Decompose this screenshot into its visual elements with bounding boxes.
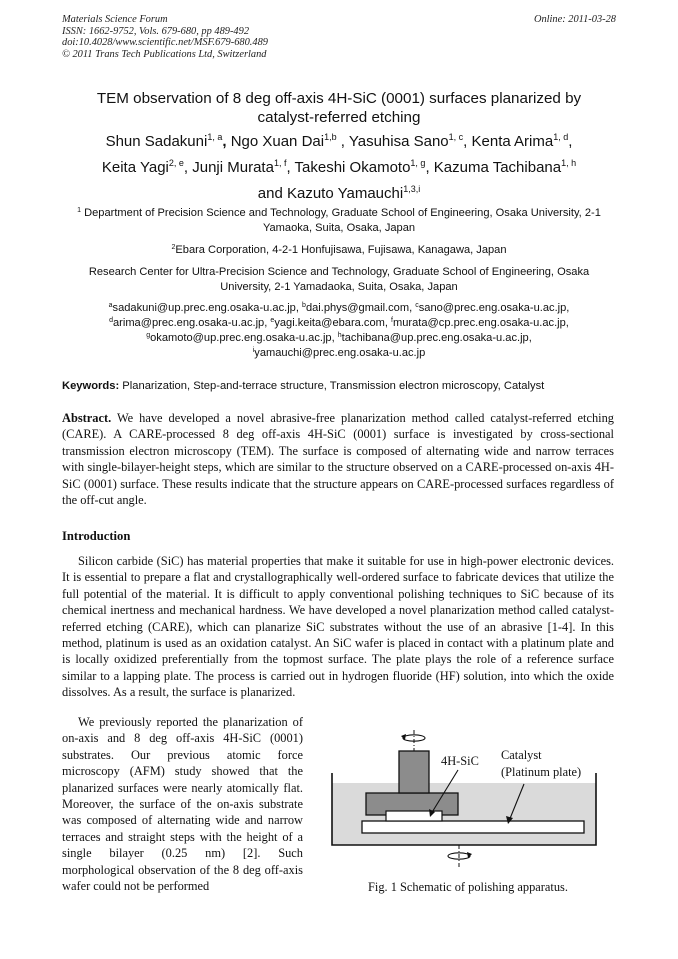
keywords (62, 379, 622, 394)
online-date: Online: 2011-03-28 (533, 14, 616, 25)
journal-issn: ISSN: 1662-9752, Vols. 679-680, pp 489-492 (62, 25, 250, 37)
email-list (66, 301, 612, 361)
journal-doi: doi:10.4028/www.scientific.net/MSF.679-680.489 (62, 37, 268, 49)
keywords-text: Planarization, Step-and-terrace structure, Transmission electron microscopy, Catalyst (119, 380, 545, 392)
author: Shun Sadakuni$^{1, a}$, (105, 132, 231, 150)
abstract-text: We have developed a novel abrasive-free planarization method called catalyst-referred etching (CARE). A CARE-processed 8 deg off-axis 4H-SiC (0001) surface is investigated by cross-sectional transmission electron microscopy (TEM). The surface is composed of alternating wide and narrow terraces with single-bilayer-height steps, which are similar to the structure observed on a CARE-processed on-axis 4H-SiC (0001) surface. These results indicate that the structure appears on CARE-processed surfaces regardless of the off-cut angle. (62, 411, 614, 508)
keywords-label: Keywords: (62, 380, 120, 392)
author: and Kazuto Yamauchi$^{1,3,i}$ (257, 184, 421, 202)
spindle (399, 751, 429, 793)
email: $^i$yamauchi@prec.eng.osaka-u.ac.jp (252, 347, 426, 359)
section-heading-introduction: Introduction (62, 529, 131, 543)
figure-caption: Fig. 1 Schematic of polishing apparatus. (368, 880, 568, 894)
affiliation-1: $^1$ Department of Precision Science and Technology, Graduate School of Engineering, Osaka University, 2-1 Yamaoka, Suita, Osaka, Japan (77, 207, 601, 234)
abstract (62, 410, 614, 508)
email: $^e$yagi.keita@ebara.com, (270, 317, 392, 329)
polishing-apparatus-figure (318, 718, 618, 893)
author-list (66, 129, 612, 207)
author: Keita Yagi$^{2, e}$, (101, 158, 193, 176)
email: $^a$sadakuni@up.prec.eng.osaka-u.ac.jp, (108, 302, 303, 314)
label-4h-sic: 4H-SiC (441, 754, 479, 768)
affiliation-3: Research Center for Ultra-Precision Science and Technology, Graduate School of Engineering, Osaka University, 2-1 Yamadaoka, Suita, Osaka, Japan (88, 266, 590, 293)
email: $^b$dai.phys@gmail.com, (302, 302, 416, 314)
affiliation-2: $^2$Ebara Corporation, 4-2-1 Honfujisawa, Fujisawa, Kanagawa, Japan (171, 244, 507, 256)
email: $^c$sano@prec.eng.osaka-u.ac.jp, (415, 302, 570, 314)
journal-copyright: © 2011 Trans Tech Publications Ltd, Switzerland (62, 48, 267, 60)
label-platinum-plate: (Platinum plate) (501, 765, 582, 779)
label-catalyst: Catalyst (501, 748, 542, 762)
author: Ngo Xuan Dai$^{1,b}$ , (230, 132, 349, 150)
abstract-label: Abstract. (62, 411, 112, 425)
author: Junji Murata$^{1, f}$, (192, 158, 295, 176)
email: $^h$tachibana@up.prec.eng.osaka-u.ac.jp, (337, 332, 532, 344)
paper-title: TEM observation of 8 deg off-axis 4H-SiC (0001) surfaces planarized by catalyst-referred etching (96, 90, 582, 126)
email: $^d$arima@prec.eng.osaka-u.ac.jp, (109, 317, 271, 329)
intro-paragraph-1: Silicon carbide (SiC) has material properties that make it suitable for use in high-power electronic devices. It is essential to prepare a flat and crystallographically well-ordered surface to fabricate devices that utilize the full potential of the material. It is difficult to apply conventional polishing techniques to SiC because of its chemical inertness and mechanical hardness. We have developed a novel planarization method called catalyst-referred etching (CARE), which can planarize SiC substrates without the use of an abrasive [1-4]. In this method, platinum is used as an oxidation catalyst. An SiC wafer is placed in contact with a platinum plate and is locally oxidized preferentially from the topmost surface. The plate plays the role of a reference surface similar to a lapping plate. The process is carried out in hydrogen fluoride (HF) solution, into which the oxide dissolves. As a result, the surface is planarized. (62, 554, 614, 700)
author: Yasuhisa Sano$^{1, c}$, (348, 132, 472, 150)
email: $^f$murata@cp.prec.eng.osaka-u.ac.jp, (391, 317, 569, 329)
author: Kenta Arima$^{1, d}$, (471, 132, 573, 150)
author: Takeshi Okamoto$^{1, g}$, (294, 158, 434, 176)
journal-header (62, 14, 268, 60)
platinum-plate (362, 821, 584, 833)
journal-name: Materials Science Forum (62, 14, 168, 25)
intro-paragraph-2: We previously reported the planarization of on-axis and 8 deg off-axis 4H-SiC (0001) substrates. Our previous atomic force microscopy (AFM) study showed that the planarized surfaces were nearly atomically flat. Moreover, the surface of the on-axis substrate was composed of alternating wide and narrow terraces and straight steps with the height of a single bilayer (0.25 nm) [2]. Such morphological observation of the 8 deg off-axis wafer could not be performed (62, 715, 303, 894)
email: $^g$okamoto@up.prec.eng.osaka-u.ac.jp, (146, 332, 338, 344)
author: Kazuma Tachibana$^{1, h}$ (433, 158, 577, 176)
